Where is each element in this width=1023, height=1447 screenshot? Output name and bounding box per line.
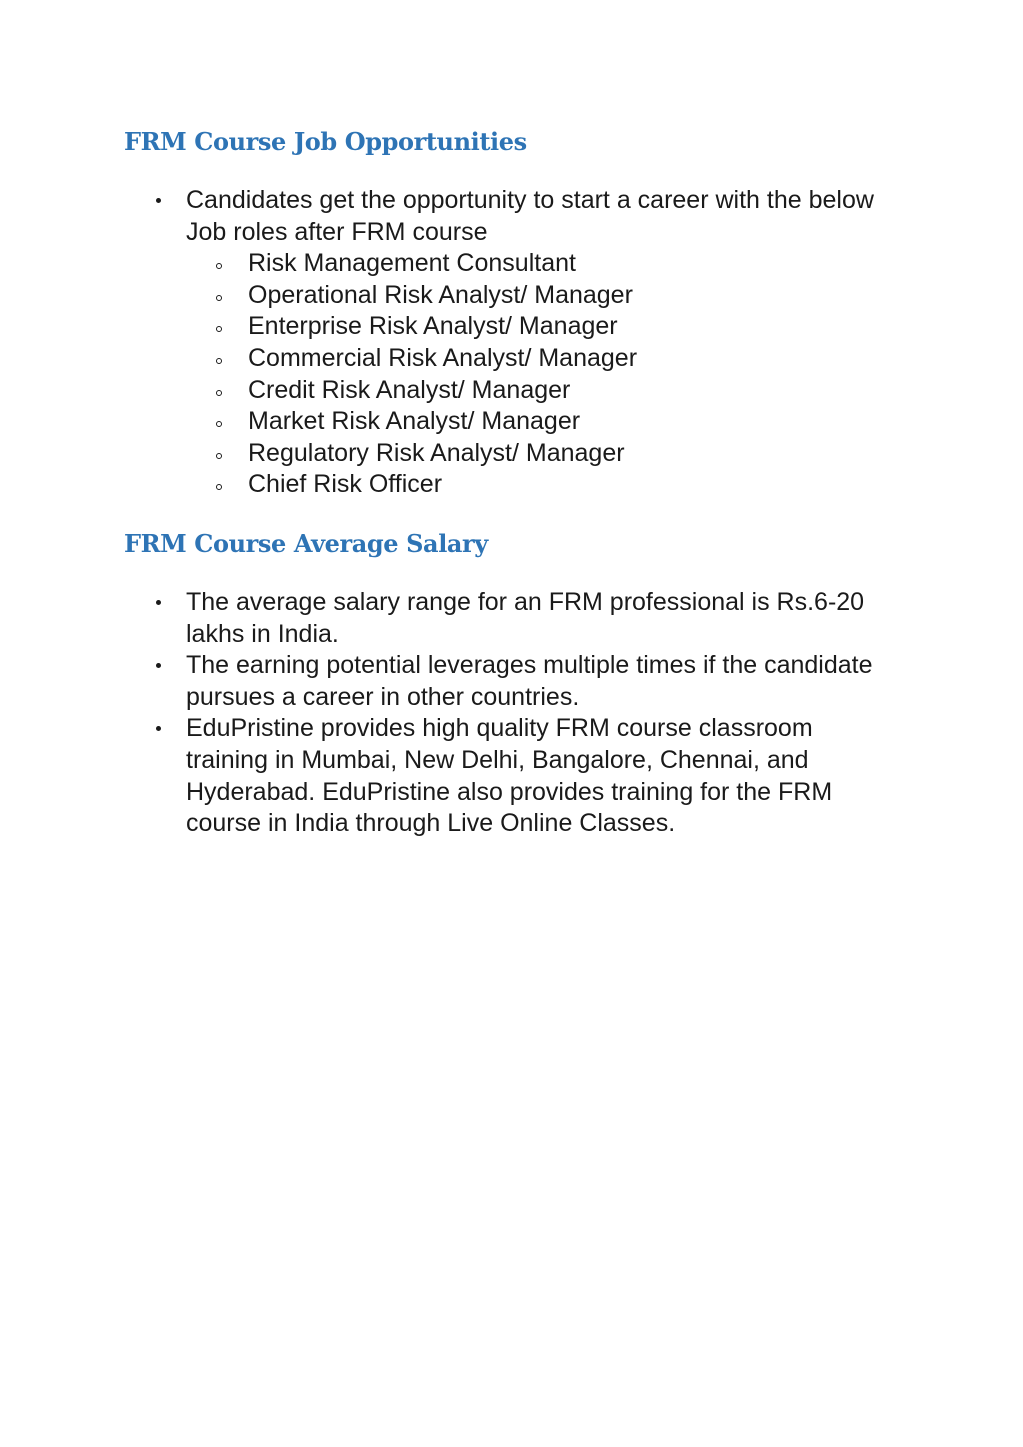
sublist-item-text: Credit Risk Analyst/ Manager bbox=[248, 375, 571, 404]
list-item-text: Candidates get the opportunity to start a career with the below Job roles after FRM course bbox=[186, 186, 874, 246]
circle-bullet-icon bbox=[216, 358, 222, 364]
sublist-item bbox=[186, 406, 886, 438]
sublist-item bbox=[186, 280, 886, 312]
sublist-item bbox=[186, 311, 886, 343]
list-item bbox=[0, 650, 886, 713]
circle-bullet-icon bbox=[216, 484, 222, 490]
circle-bullet-icon bbox=[216, 421, 222, 427]
sublist-item bbox=[186, 438, 886, 470]
circle-bullet-icon bbox=[216, 326, 222, 332]
circle-bullet-icon bbox=[216, 295, 222, 301]
sublist-item-text: Regulatory Risk Analyst/ Manager bbox=[248, 438, 625, 467]
circle-bullet-icon bbox=[216, 453, 222, 459]
circle-bullet-icon bbox=[216, 263, 222, 269]
sublist-item bbox=[186, 375, 886, 407]
list-item-text: The earning potential leverages multiple times if the candidate pursues a career in other countries. bbox=[186, 651, 873, 711]
list-item-text: EduPristine provides high quality FRM course classroom training in Mumbai, New Delhi, Bangalore, Chennai, and Hyderabad. EduPristine also provides training for the FRM course in India through Live Online Classes. bbox=[186, 714, 833, 838]
sublist-item bbox=[186, 469, 886, 501]
sublist-item-text: Chief Risk Officer bbox=[248, 470, 443, 499]
sublist-item bbox=[186, 248, 886, 280]
sublist-item-text: Operational Risk Analyst/ Manager bbox=[248, 280, 633, 309]
sublist-item-text: Risk Management Consultant bbox=[248, 249, 576, 278]
sublist-item-text: Enterprise Risk Analyst/ Manager bbox=[248, 312, 618, 341]
list-item bbox=[0, 713, 886, 839]
average-salary-list bbox=[0, 587, 1023, 840]
list-item bbox=[0, 185, 886, 501]
bullet-icon bbox=[156, 726, 161, 731]
circle-bullet-icon bbox=[216, 390, 222, 396]
job-roles-sublist bbox=[186, 248, 886, 501]
job-opportunities-list bbox=[0, 185, 1023, 501]
section-heading-average-salary: FRM Course Average Salary bbox=[124, 529, 488, 558]
list-item-text: The average salary range for an FRM professional is Rs.6-20 lakhs in India. bbox=[186, 588, 865, 648]
bullet-icon bbox=[156, 600, 161, 605]
list-item bbox=[0, 587, 886, 650]
sublist-item-text: Market Risk Analyst/ Manager bbox=[248, 407, 581, 436]
sublist-item bbox=[186, 343, 886, 375]
section-heading-job-opportunities: FRM Course Job Opportunities bbox=[124, 127, 527, 156]
bullet-icon bbox=[156, 198, 161, 203]
bullet-icon bbox=[156, 663, 161, 668]
sublist-item-text: Commercial Risk Analyst/ Manager bbox=[248, 343, 638, 372]
